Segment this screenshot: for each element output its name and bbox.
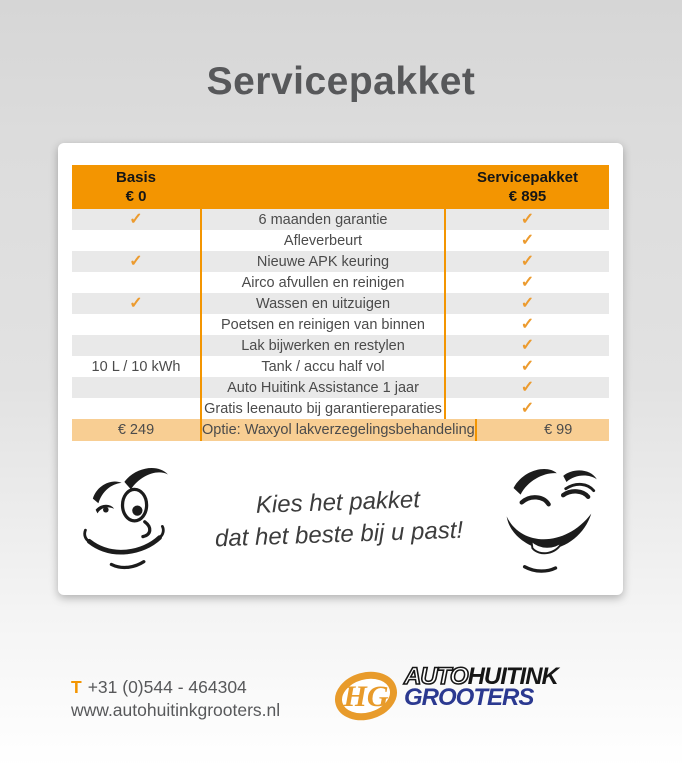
cell-basis [72,293,200,314]
cell-basis [72,335,200,356]
contact-block [71,676,280,721]
cell-basis [72,398,200,419]
column-header-servicepakket [446,168,609,206]
smiley-face-left-image [78,462,180,576]
table-row [72,293,609,314]
hg-monogram-icon [334,670,398,722]
table-row [72,398,609,419]
feature-label: Gratis leenauto bij garantiereparaties [200,398,446,419]
page-title: Servicepakket [206,60,476,103]
checkmark-icon: ✓ [129,210,143,228]
table-row [72,335,609,356]
comparison-table-body [72,209,609,419]
servicepakket-label: Servicepakket [477,169,578,186]
cell-basis [72,377,200,398]
cell-servicepakket [446,209,609,230]
tagline-text [179,481,498,556]
checkmark-icon: ✓ [129,252,143,270]
servicepakket-price: € 895 [508,188,547,205]
cell-servicepakket [446,335,609,356]
checkmark-icon: ✓ [129,294,143,312]
feature-label: Wassen en uitzuigen [200,293,446,314]
feature-label: Tank / accu half vol [200,356,446,377]
cell-basis [72,272,200,293]
phone-label: T [71,677,82,697]
cell-basis [72,251,200,272]
checkmark-icon: ✓ [520,378,535,396]
cell-servicepakket [446,398,609,419]
feature-label: Nieuwe APK keuring [200,251,446,272]
checkmark-icon: ✓ [520,315,535,333]
basis-label: Basis [115,169,157,186]
tagline-line1: Kies het pakket [255,486,421,519]
phone-line [71,676,280,699]
option-row [72,419,609,441]
feature-label: Lak bijwerken en restylen [200,335,446,356]
cell-servicepakket [446,377,609,398]
table-row [72,209,609,230]
tagline-section [78,453,603,585]
cell-servicepakket [446,356,609,377]
smiley-face-right-image [491,456,609,582]
cell-servicepakket [446,293,609,314]
table-row [72,356,609,377]
checkmark-icon: ✓ [520,273,535,291]
option-label: Optie: Waxyol lakverzegelingsbehandeling [200,419,477,441]
tagline-line2: dat het beste bij u past! [214,516,464,553]
cell-servicepakket [446,314,609,335]
feature-label: Airco afvullen en reinigen [200,272,446,293]
option-servicepakket-price: € 99 [544,422,573,438]
service-package-card [58,143,623,595]
checkmark-icon: ✓ [520,252,535,270]
feature-label: Afleverbeurt [200,230,446,251]
checkmark-icon: ✓ [520,336,535,354]
checkmark-icon: ✓ [520,357,535,375]
cell-servicepakket [446,230,609,251]
cell-servicepakket [446,251,609,272]
website-url: www.autohuitinkgrooters.nl [71,699,281,720]
logo-grooters: GROOTERS [404,684,534,711]
feature-label: Auto Huitink Assistance 1 jaar [200,377,446,398]
feature-label: 6 maanden garantie [200,209,446,230]
basis-price: € 0 [125,188,147,205]
table-row [72,230,609,251]
column-header-basis [72,168,200,206]
checkmark-icon: ✓ [520,210,535,228]
checkmark-icon: ✓ [520,294,535,312]
cell-servicepakket [446,272,609,293]
logo-huitink: HUITINK [467,663,558,690]
feature-label: Poetsen en reinigen van binnen [200,314,446,335]
cell-basis [72,230,200,251]
table-row [72,272,609,293]
hg-monogram-text: HG [343,680,389,713]
checkmark-icon: ✓ [520,231,535,249]
option-basis-price: € 249 [117,422,155,438]
dealer-logo [334,663,558,722]
cell-basis [72,314,200,335]
cell-basis [72,209,200,230]
cell-basis: 10 L / 10 kWh [91,358,181,375]
table-row [72,251,609,272]
logo-auto: AUTO [404,663,468,690]
table-header [72,165,609,209]
table-row [72,314,609,335]
checkmark-icon: ✓ [520,399,535,417]
dealer-logo-text [404,663,558,711]
phone-number: +31 (0)544 - 464304 [87,677,247,697]
table-row [72,377,609,398]
